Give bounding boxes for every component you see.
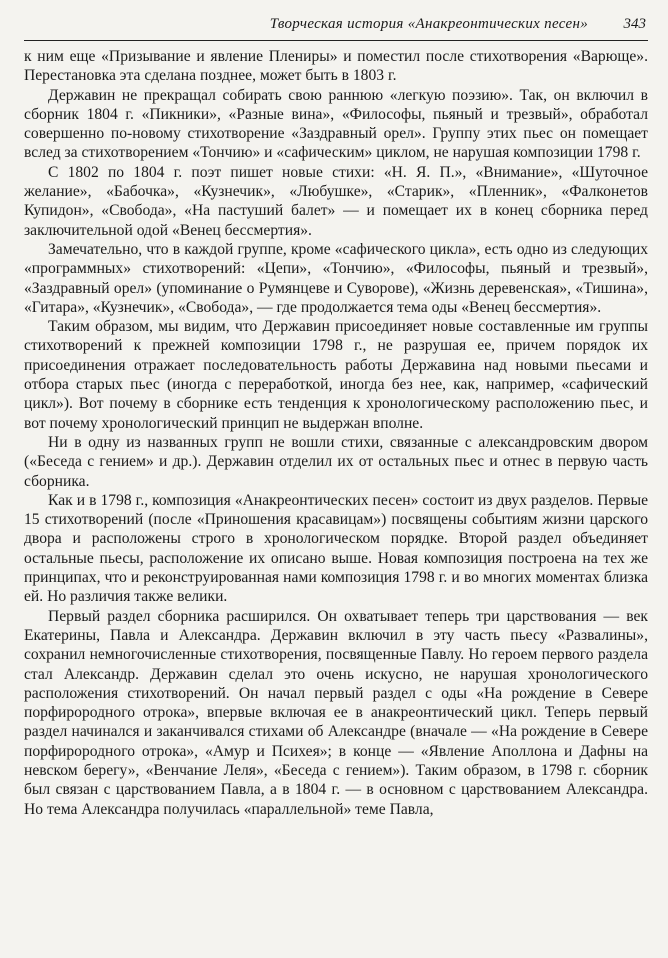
paragraph: Таким образом, мы видим, что Державин присоединяет новые составленные им группы стихотворений к прежней композиции 1798 г., не разрушая ее, причем порядок их присоединения отражает последовательность работы Державина над новыми пьесами и отбора старых пьес (иногда с переработкой, иногда без нее, как, например, «сафический цикл»). Вот почему в сборнике есть тенденция к хронологическому расположению пьес, и вот почему хронологический принцип не выдержан вполне. bbox=[24, 318, 648, 432]
body-text bbox=[24, 47, 648, 819]
paragraph: Ни в одну из названных групп не вошли стихи, связанные с александровским двором («Беседа с гением» и др.). Державин отделил их от остальных пьес и отнес в первую часть сборника. bbox=[24, 433, 648, 490]
page-header bbox=[24, 14, 648, 41]
paragraph: к ним еще «Призывание и явление Плениры» и поместил после стихотворения «Варюще». Перестановка эта сделана позднее, может быть в 1803 г. bbox=[24, 48, 648, 85]
paragraph: Как и в 1798 г., композиция «Анакреонтических песен» состоит из двух разделов. Первые 15 стихотворений (после «Приношения красавицам») посвящены событиям жизни царского двора и расположены строго в хронологическом порядке. Второй раздел объединяет остальные пьесы, расположение их описано выше. Новая композиция построена на тех же принципах, что и реконструированная нами композиция 1798 г. и во многих моментах близка ей. Но различия также велики. bbox=[24, 491, 648, 606]
paragraph: Первый раздел сборника расширился. Он охватывает теперь три царствования — век Екатерины, Павла и Александра. Державин включил в эту часть пьесу «Развалины», сохранил немногочисленные стихотворения, посвященные Павлу. Но героем первого раздела стал Александр. Державин сделал это очень искусно, не нарушая хронологического расположения стихотворений. Он начал первый раздел с оды «На рождение в Севере порфирородного отрока», впервые включая ее в анакреонтический цикл. Теперь первый раздел начинался и заканчивался стихами об Александре (вначале — «На рождение в Севере порфирородного отрока», «Амур и Психея»; в конце — «Явление Аполлона и Дафны на невском берегу», «Венчание Леля», «Беседа с гением»). Таким образом, в 1798 г. сборник был связан с царствованием Павла, а в 1804 г. — в основном с царствованием Александра. Но тема Александра получилась «параллельной» теме Павла, bbox=[24, 607, 648, 818]
paragraph: С 1802 по 1804 г. поэт пишет новые стихи: «Н. Я. П.», «Внимание», «Шуточное желание», «Бабочка», «Кузнечик», «Любушке», «Старик», «Пленник», «Фалконетов Купидон», «Свобода», «На пастуший балет» — и помещает их в конец сборника перед заключительной одой «Венец бессмертия». bbox=[24, 163, 648, 239]
running-title: Творческая история «Анакреонтических песен» bbox=[269, 16, 588, 32]
page-number: 343 bbox=[623, 16, 646, 32]
paragraph: Державин не прекращал собирать свою раннюю «легкую поэзию». Так, он включил в сборник 1804 г. «Пикники», «Разные вина», «Философы, пьяный и трезвый», обработал совершенно по-новому стихотворение «Заздравный орел». Группу этих пьес он помещает вслед за стихотворением «Тончию» и «сафическим» циклом, не нарушая композиции 1798 г. bbox=[24, 86, 648, 162]
paragraph: Замечательно, что в каждой группе, кроме «сафического цикла», есть одно из следующих «программных» стихотворений: «Цепи», «Тончию», «Философы, пьяный и трезвый», «Заздравный орел» (упоминание о Румянцеве и Суворове), «Жизнь деревенская», «Тишина», «Гитара», «Кузнечик», «Свобода», — где продолжается тема оды «Венец бессмертия». bbox=[24, 240, 648, 316]
